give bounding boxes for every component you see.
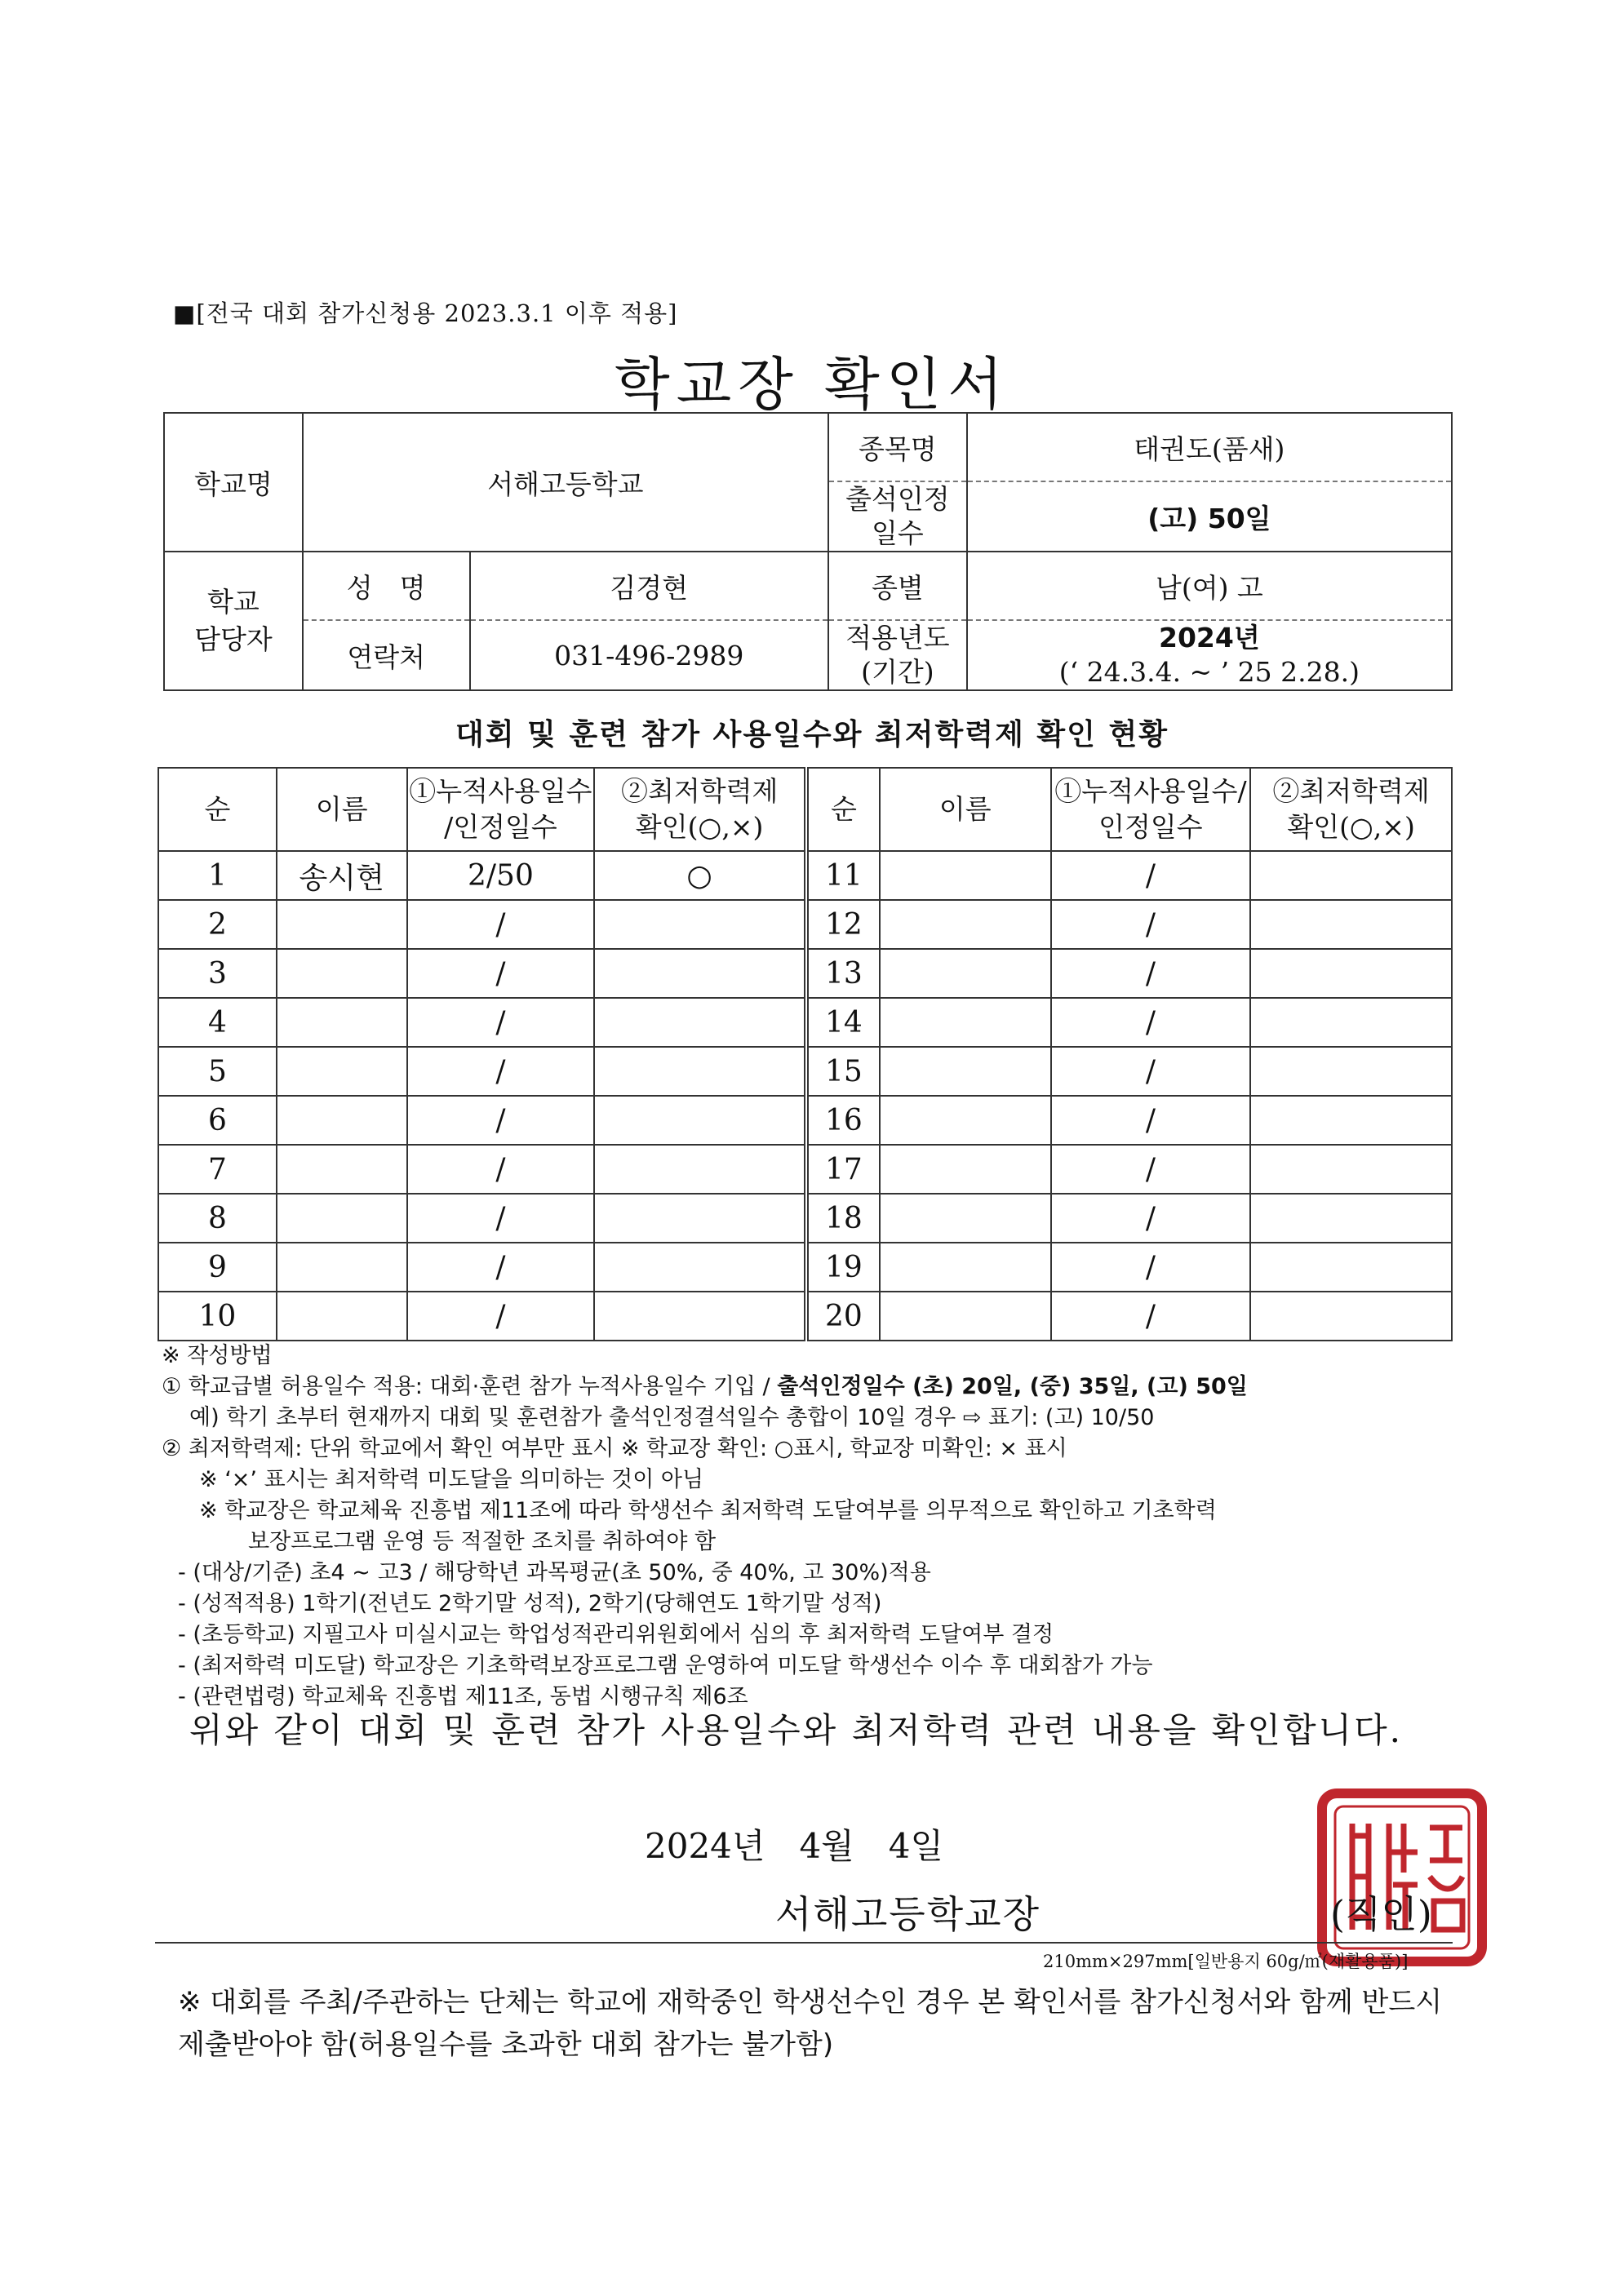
row-check (594, 1096, 806, 1145)
row-days: / (407, 998, 595, 1047)
row-check (1250, 851, 1452, 900)
row-no: 14 (806, 998, 880, 1047)
row-days: / (1051, 949, 1251, 998)
row-name (880, 998, 1051, 1047)
col-header-days: ①누적사용일수 /인정일수 (407, 768, 595, 851)
event-label: 종목명 (828, 413, 967, 481)
row-check (1250, 1096, 1452, 1145)
row-no: 3 (158, 949, 277, 998)
row-name (277, 900, 407, 949)
principal-title: 서해고등학교장 (775, 1892, 1041, 1936)
row-name (880, 1145, 1051, 1194)
student-status-table (158, 767, 1453, 1341)
table-row (158, 1292, 1452, 1341)
confirmation-statement: 위와 같이 대회 및 훈련 참가 사용일수와 최저학력 관련 내용을 확인합니다. (189, 1710, 1404, 1750)
form-usage-note: ■[전국 대회 참가신청용 2023.3.1 이후 적용] (173, 299, 678, 327)
row-check (594, 1243, 806, 1292)
col-header-name: 이름 (277, 768, 407, 851)
table-row (158, 998, 1452, 1047)
row-name: 송시현 (277, 851, 407, 900)
col-header-no: 순 (158, 768, 277, 851)
col-header-days: ①누적사용일수/ 인정일수 (1051, 768, 1251, 851)
row-no: 9 (158, 1243, 277, 1292)
row-days: / (407, 900, 595, 949)
row-days: / (407, 949, 595, 998)
table-row (158, 1194, 1452, 1243)
instruction-2-b-cont: 보장프로그램 운영 등 적절한 조치를 취하여야 함 (248, 1529, 717, 1554)
attendance-days-label: 출석인정 일수 (828, 481, 967, 552)
instruction-1: ① 학교급별 허용일수 적용: 대회·훈련 참가 누적사용일수 기입 / 출석인정일수 (초) 20일, (중) 35일, (고) 50일 (162, 1374, 1248, 1399)
row-no: 8 (158, 1194, 277, 1243)
gender-value: 남(여) 고 (967, 552, 1452, 620)
row-no: 19 (806, 1243, 880, 1292)
staff-name-value: 김경현 (470, 552, 828, 620)
row-days: / (1051, 1145, 1251, 1194)
row-days: / (1051, 900, 1251, 949)
issue-date: 2024년 4월 4일 (645, 1826, 944, 1866)
instruction-2-a: ※ ‘×’ 표시는 최저학력 미도달을 의미하는 것이 아님 (199, 1467, 704, 1492)
seal-label: (직인) (1330, 1892, 1432, 1936)
row-no: 15 (806, 1047, 880, 1096)
apply-period: (‘ 24.3.4. ~ ’ 25 2.28.) (1058, 656, 1360, 688)
row-days: 2/50 (407, 851, 595, 900)
row-check (1250, 900, 1452, 949)
row-days: / (407, 1243, 595, 1292)
row-check (594, 998, 806, 1047)
row-name (880, 1096, 1051, 1145)
row-days: / (407, 1145, 595, 1194)
row-check (594, 949, 806, 998)
submission-footnote: ※ 대회를 주최/주관하는 단체는 학교에 재학중인 학생선수인 경우 본 확인서를 참가신청서와 함께 반드시 제출받아야 함(허용일수를 초과한 대회 참가는 불가함) (178, 1986, 1443, 2061)
row-name (277, 1194, 407, 1243)
table-row (158, 949, 1452, 998)
table-row (158, 1047, 1452, 1096)
col-header-no: 순 (806, 768, 880, 851)
paper-spec: 210mm×297mm[일반용지 60g/㎡(재활용품)] (1043, 1952, 1409, 1971)
table-row (158, 1243, 1452, 1292)
instructions (162, 1341, 1467, 1713)
detail-1: - (대상/기준) 초4 ~ 고3 / 해당학년 과목평균(초 50%, 중 40%, 고 30%)적용 (178, 1560, 931, 1585)
row-name (880, 1194, 1051, 1243)
row-days: / (1051, 1243, 1251, 1292)
col-header-check: ②최저학력제 확인(○,×) (1250, 768, 1452, 851)
row-days: / (1051, 1194, 1251, 1243)
row-check: ○ (594, 851, 806, 900)
row-name (277, 998, 407, 1047)
row-no: 10 (158, 1292, 277, 1341)
row-check (594, 1292, 806, 1341)
attendance-days-value: (고) 50일 (967, 481, 1452, 552)
school-name-value: 서해고등학교 (303, 413, 828, 552)
row-days: / (407, 1047, 595, 1096)
row-days: / (407, 1292, 595, 1341)
staff-contact-label: 연락처 (303, 620, 470, 690)
row-check (594, 1145, 806, 1194)
row-no: 11 (806, 851, 880, 900)
row-days: / (1051, 851, 1251, 900)
official-seal-icon (1316, 1787, 1489, 1968)
staff-contact-value: 031-496-2989 (470, 620, 828, 690)
row-check (1250, 1292, 1452, 1341)
row-name (880, 1243, 1051, 1292)
table-row (158, 900, 1452, 949)
document-title: 학교장 확인서 (615, 351, 1009, 418)
row-days: / (1051, 1292, 1251, 1341)
detail-4: - (최저학력 미도달) 학교장은 기초학력보장프로그램 운영하여 미도달 학생선수 이수 후 대회참가 가능 (178, 1653, 1153, 1678)
instruction-1-example: 예) 학기 초부터 현재까지 대회 및 훈련참가 출석인정결석일수 총합이 10일 경우 ⇨ 표기: (고) 10/50 (189, 1405, 1155, 1430)
row-days: / (407, 1194, 595, 1243)
instructions-heading: ※ 작성방법 (162, 1343, 273, 1368)
row-no: 17 (806, 1145, 880, 1194)
table-row (158, 1096, 1452, 1145)
detail-2: - (성적적용) 1학기(전년도 2학기말 성적), 2학기(당해연도 1학기말 성적) (178, 1591, 882, 1616)
row-check (594, 1047, 806, 1096)
detail-3: - (초등학교) 지필고사 미실시교는 학업성적관리위원회에서 심의 후 최저학력 도달여부 결정 (178, 1622, 1054, 1647)
instruction-2-b: ※ 학교장은 학교체육 진흥법 제11조에 따라 학생선수 최저학력 도달여부를 의무적으로 확인하고 기초학력 (199, 1498, 1217, 1523)
row-check (1250, 1145, 1452, 1194)
row-name (277, 1047, 407, 1096)
row-name (277, 1145, 407, 1194)
row-name (880, 949, 1051, 998)
table-row (158, 851, 1452, 900)
row-days: / (407, 1096, 595, 1145)
row-no: 2 (158, 900, 277, 949)
row-no: 4 (158, 998, 277, 1047)
row-no: 6 (158, 1096, 277, 1145)
detail-5: - (관련법령) 학교체육 진흥법 제11조, 동법 시행규칙 제6조 (178, 1684, 748, 1709)
student-rows (158, 851, 1452, 1341)
row-check (1250, 1194, 1452, 1243)
row-name (880, 900, 1051, 949)
event-value: 태권도(품새) (967, 413, 1452, 481)
row-days: / (1051, 1047, 1251, 1096)
row-check (1250, 1243, 1452, 1292)
row-days: / (1051, 998, 1251, 1047)
row-no: 13 (806, 949, 880, 998)
row-name (277, 949, 407, 998)
row-no: 18 (806, 1194, 880, 1243)
gender-label: 종별 (828, 552, 967, 620)
apply-year: 2024년 (1159, 622, 1260, 654)
table-row (158, 1145, 1452, 1194)
row-name (277, 1243, 407, 1292)
staff-label: 학교 담당자 (164, 552, 303, 690)
instruction-2: ② 최저학력제: 단위 학교에서 확인 여부만 표시 ※ 학교장 확인: ○표시, 학교장 미확인: × 표시 (162, 1436, 1067, 1461)
row-no: 16 (806, 1096, 880, 1145)
row-name (880, 1047, 1051, 1096)
row-name (880, 1292, 1051, 1341)
row-no: 1 (158, 851, 277, 900)
row-check (594, 900, 806, 949)
row-no: 20 (806, 1292, 880, 1341)
row-name (277, 1096, 407, 1145)
row-name (277, 1292, 407, 1341)
staff-name-label: 성 명 (303, 552, 470, 620)
col-header-check: ②최저학력제 확인(○,×) (594, 768, 806, 851)
row-check (1250, 998, 1452, 1047)
row-no: 12 (806, 900, 880, 949)
section-title: 대회 및 훈련 참가 사용일수와 최저학력제 확인 현황 (455, 718, 1169, 751)
row-no: 5 (158, 1047, 277, 1096)
school-info-table (163, 412, 1453, 691)
row-check (1250, 1047, 1452, 1096)
row-days: / (1051, 1096, 1251, 1145)
school-name-label: 학교명 (164, 413, 303, 552)
col-header-name: 이름 (880, 768, 1051, 851)
row-check (1250, 949, 1452, 998)
apply-year-value (967, 620, 1452, 690)
apply-year-label: 적용년도 (기간) (828, 620, 967, 690)
divider (155, 1942, 1453, 1944)
row-check (594, 1194, 806, 1243)
row-name (880, 851, 1051, 900)
row-no: 7 (158, 1145, 277, 1194)
